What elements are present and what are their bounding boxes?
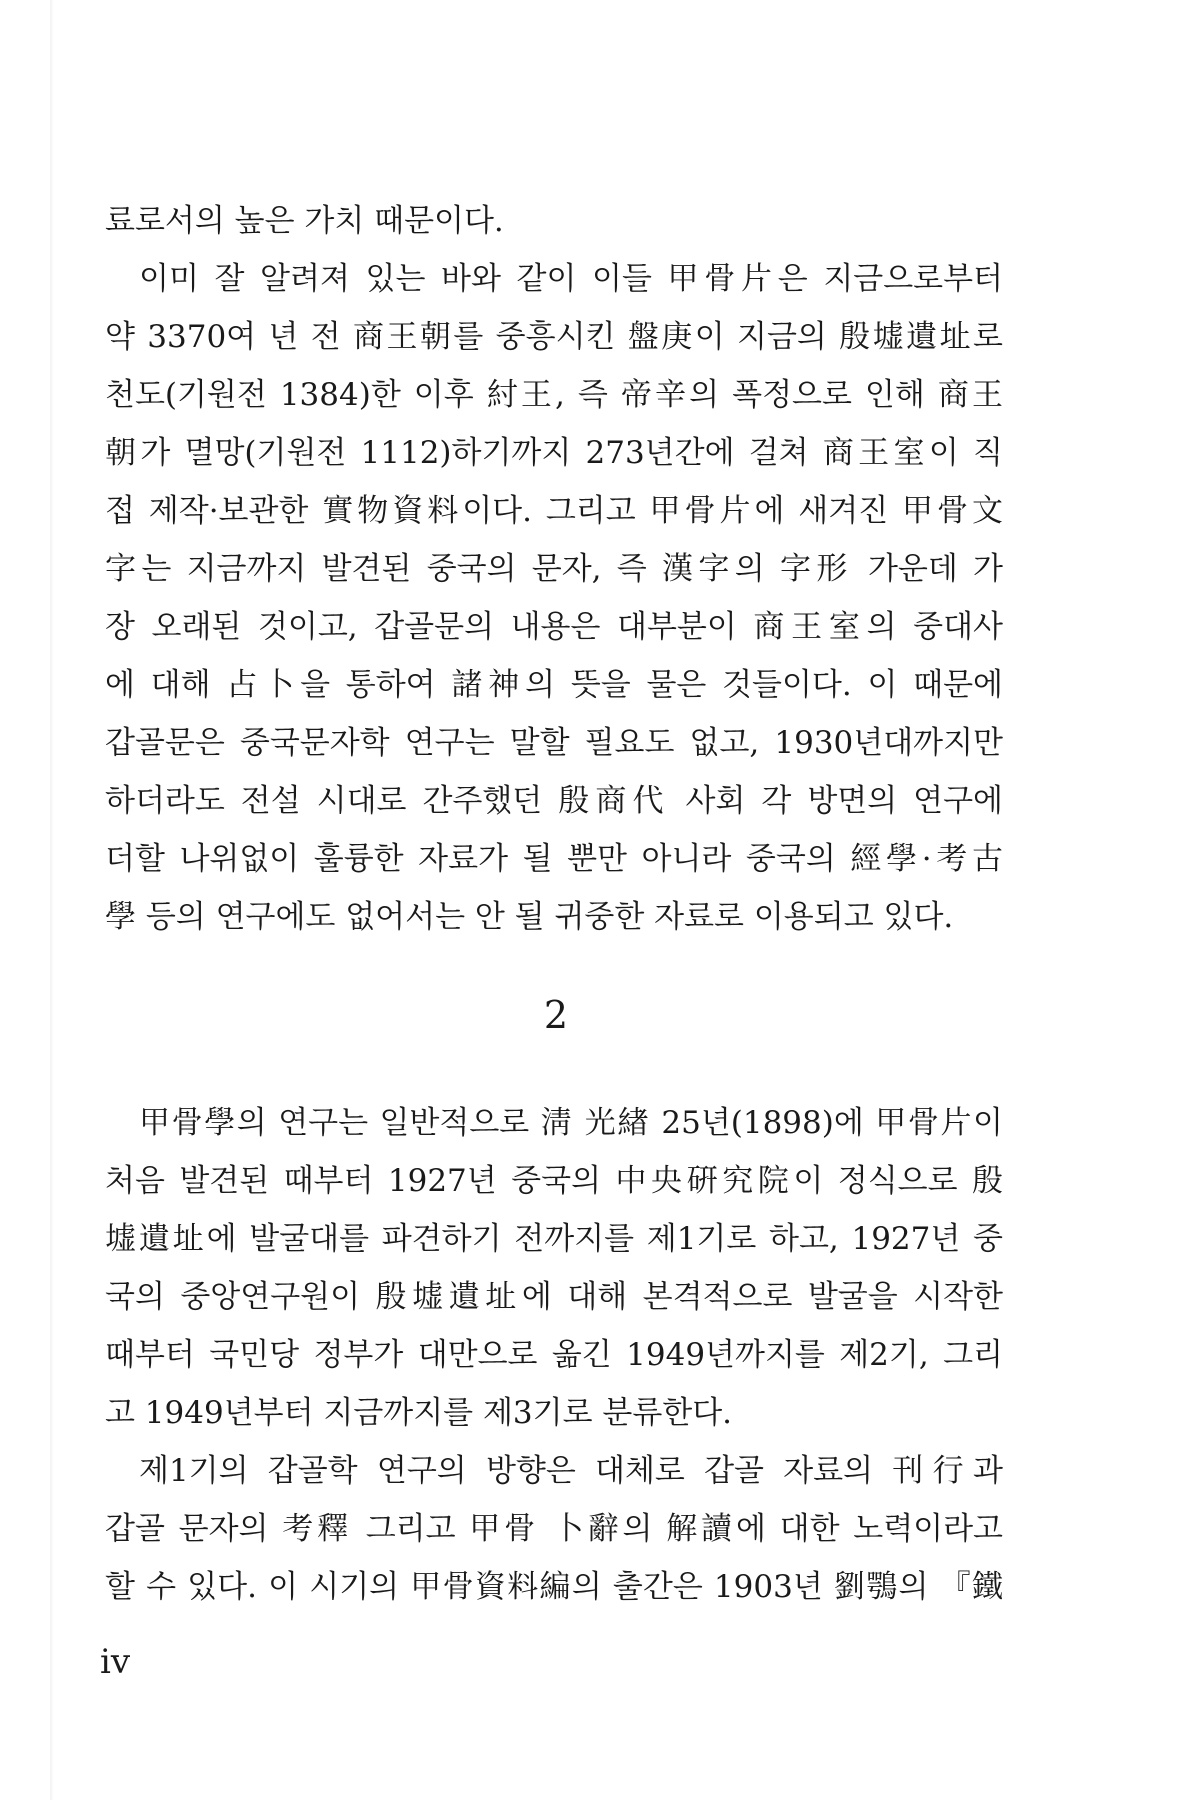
- text-line: 갑골 문자의 考釋 그리고 甲骨 卜辭의 解讀에 대한 노력이라고: [105, 1511, 1003, 1547]
- text-line: 朝가 멸망(기원전 1112)하기까지 273년간에 걸쳐 商王室이 직: [105, 435, 1003, 471]
- page-edge-shadow: [50, 0, 54, 1800]
- text-line: 고 1949년부터 지금까지를 제3기로 분류한다.: [105, 1395, 733, 1431]
- section-1-text: [105, 192, 1003, 946]
- text-line: 료로서의 높은 가치 때문이다.: [105, 203, 504, 239]
- text-line: 약 3370여 년 전 商王朝를 중흥시킨 盤庚이 지금의 殷墟遺址로: [105, 319, 1003, 355]
- text-line: 장 오래된 것이고, 갑골문의 내용은 대부분이 商王室의 중대사: [105, 609, 1003, 645]
- text-line: 할 수 있다. 이 시기의 甲骨資料編의 출간은 1903년 劉鶚의 『鐵: [105, 1569, 1003, 1605]
- page-number: iv: [100, 1642, 131, 1682]
- text-line: 하더라도 전설 시대로 간주했던 殷商代 사회 각 방면의 연구에: [105, 783, 1003, 819]
- text-line: 접 제작·보관한 實物資料이다. 그리고 甲骨片에 새겨진 甲骨文: [105, 493, 1003, 529]
- text-line: 제1기의 갑골학 연구의 방향은 대체로 갑골 자료의 刊行과: [139, 1453, 1003, 1489]
- text-line: 갑골문은 중국문자학 연구는 말할 필요도 없고, 1930년대까지만: [105, 725, 1003, 761]
- text-line: 學 등의 연구에도 없어서는 안 될 귀중한 자료로 이용되고 있다.: [105, 899, 954, 935]
- text-line: 국의 중앙연구원이 殷墟遺址에 대해 본격적으로 발굴을 시작한: [105, 1279, 1003, 1315]
- text-line: 이미 잘 알려져 있는 바와 같이 이들 甲骨片은 지금으로부터: [139, 261, 1003, 297]
- section-2-text: [105, 1094, 1003, 1616]
- text-line: 처음 발견된 때부터 1927년 중국의 中央硏究院이 정식으로 殷: [105, 1163, 1003, 1199]
- text-line: 甲骨學의 연구는 일반적으로 淸 光緖 25년(1898)에 甲骨片이: [139, 1105, 1003, 1141]
- text-line: 에 대해 占卜을 통하여 諸神의 뜻을 물은 것들이다. 이 때문에: [105, 667, 1003, 703]
- text-line: 천도(기원전 1384)한 이후 紂王, 즉 帝辛의 폭정으로 인해 商王: [105, 377, 1003, 413]
- text-line: 墟遺址에 발굴대를 파견하기 전까지를 제1기로 하고, 1927년 중: [105, 1221, 1003, 1257]
- text-line: 字는 지금까지 발견된 중국의 문자, 즉 漢字의 字形 가운데 가: [105, 551, 1003, 587]
- text-line: 때부터 국민당 정부가 대만으로 옮긴 1949년까지를 제2기, 그리: [105, 1337, 1003, 1373]
- section-number: 2: [543, 993, 569, 1037]
- text-line: 더할 나위없이 훌륭한 자료가 될 뿐만 아니라 중국의 經學·考古: [105, 841, 1003, 877]
